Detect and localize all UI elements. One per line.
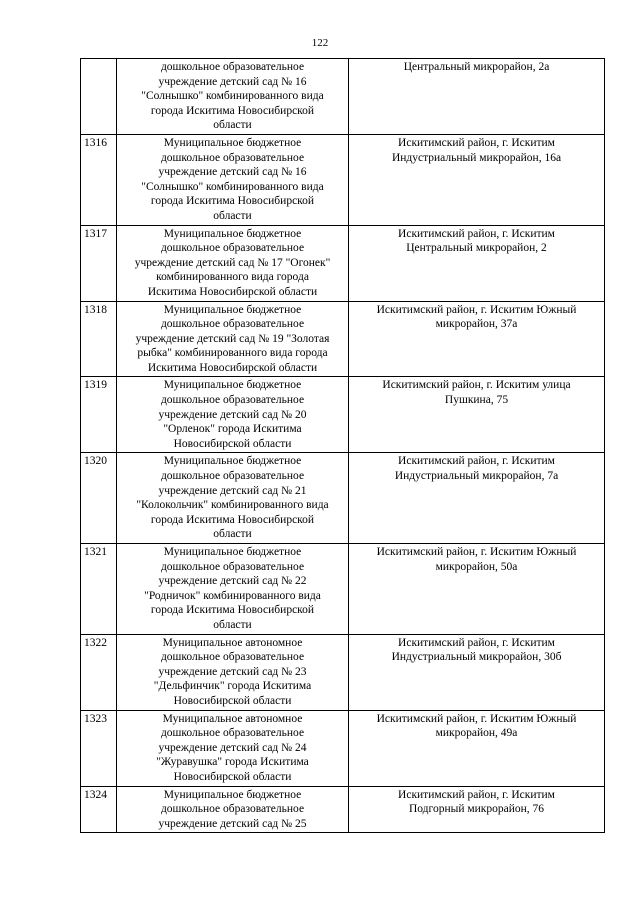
- institution-name-cell: [117, 634, 349, 710]
- institution-name-line: учреждение детский сад № 19 "Золотая: [135, 332, 330, 345]
- institution-name-line: учреждение детский сад № 23: [158, 665, 307, 678]
- registry-table-body: [81, 59, 605, 833]
- table-row: [81, 377, 605, 453]
- institution-name-line: учреждение детский сад № 17 "Огонек": [134, 256, 331, 269]
- address-line: Искитимский район, г. Искитим: [398, 227, 555, 240]
- institution-name-line: "Солнышко" комбинированного вида: [141, 180, 324, 193]
- institution-name-line: дошкольное образовательное: [160, 318, 305, 331]
- institution-name-line: учреждение детский сад № 21: [158, 484, 307, 497]
- address-line: Искитимский район, г. Искитим улица: [382, 379, 571, 392]
- institution-name-line: дошкольное образовательное: [160, 470, 305, 483]
- institution-name-line: рыбка" комбинированного вида города: [137, 347, 328, 360]
- row-number: 1318: [81, 301, 117, 377]
- page-number: 122: [311, 37, 329, 49]
- table-row: [81, 301, 605, 377]
- institution-name-line: Искитима Новосибирской области: [147, 361, 318, 374]
- institution-name-line: "Родничок" комбинированного вида: [144, 589, 321, 602]
- address-line: Искитимский район, г. Искитим: [398, 136, 555, 149]
- institution-name-line: "Дельфинчик" города Искитима: [153, 680, 312, 693]
- address-cell: [349, 225, 605, 301]
- row-number: 1316: [81, 134, 117, 225]
- institution-name-cell: [117, 225, 349, 301]
- institution-name-line: области: [213, 119, 252, 132]
- address-cell: [349, 786, 605, 833]
- registry-table: [80, 58, 605, 833]
- address-cell: [349, 301, 605, 377]
- institution-name-line: области: [213, 209, 252, 222]
- table-row: [81, 634, 605, 710]
- institution-name-line: Муниципальное автономное: [162, 712, 303, 725]
- row-number: 1324: [81, 786, 117, 833]
- institution-name-line: учреждение детский сад № 22: [158, 575, 307, 588]
- institution-name-line: дошкольное образовательное: [160, 803, 305, 816]
- institution-name-line: Новосибирской области: [173, 694, 292, 707]
- institution-name-line: города Искитима Новосибирской: [150, 195, 315, 208]
- institution-name-line: области: [213, 528, 252, 541]
- row-number: 1322: [81, 634, 117, 710]
- institution-name-line: города Искитима Новосибирской: [150, 104, 315, 117]
- institution-name-line: дошкольное образовательное: [160, 151, 305, 164]
- institution-name-line: области: [213, 618, 252, 631]
- address-line: Искитимский район, г. Искитим: [398, 455, 555, 468]
- address-line: Искитимский район, г. Искитим Южный: [376, 303, 577, 316]
- institution-name-line: "Колокольчик" комбинированного вида: [136, 499, 329, 512]
- row-number: 1323: [81, 710, 117, 786]
- address-line: Индустриальный микрорайон, 7а: [394, 470, 559, 483]
- institution-name-line: "Журавушка" города Искитима: [156, 756, 309, 769]
- institution-name-line: Новосибирской области: [173, 770, 292, 783]
- institution-name-cell: [117, 710, 349, 786]
- table-row: [81, 225, 605, 301]
- row-number: 1321: [81, 544, 117, 635]
- institution-name-line: дошкольное образовательное: [160, 727, 305, 740]
- table-row: [81, 786, 605, 833]
- institution-name-line: Новосибирской области: [173, 437, 292, 450]
- institution-name-line: города Искитима Новосибирской: [150, 604, 315, 617]
- address-cell: [349, 134, 605, 225]
- row-number: 1320: [81, 453, 117, 544]
- institution-name-cell: [117, 786, 349, 833]
- institution-name-line: дошкольное образовательное: [160, 651, 305, 664]
- row-number: 1319: [81, 377, 117, 453]
- institution-name-line: дошкольное образовательное: [160, 560, 305, 573]
- address-cell: [349, 59, 605, 135]
- table-row: [81, 134, 605, 225]
- address-cell: [349, 634, 605, 710]
- institution-name-line: Искитима Новосибирской области: [147, 285, 318, 298]
- table-row: [81, 59, 605, 135]
- institution-name-line: Муниципальное бюджетное: [163, 788, 302, 801]
- institution-name-line: Муниципальное бюджетное: [163, 546, 302, 558]
- address-line: Искитимский район, г. Искитим Южный: [376, 546, 577, 558]
- row-number: [81, 59, 117, 135]
- institution-name-line: Муниципальное бюджетное: [163, 303, 302, 316]
- table-row: [81, 453, 605, 544]
- address-cell: [349, 544, 605, 635]
- institution-name-cell: [117, 377, 349, 453]
- table-row: [81, 544, 605, 635]
- institution-name-cell: [117, 59, 349, 135]
- institution-name-cell: [117, 134, 349, 225]
- institution-name-line: Муниципальное бюджетное: [163, 227, 302, 240]
- institution-name-line: учреждение детский сад № 24: [158, 741, 307, 754]
- address-line: микрорайон, 37а: [435, 318, 518, 331]
- institution-name-line: города Искитима Новосибирской: [150, 513, 315, 526]
- address-cell: [349, 453, 605, 544]
- address-cell: [349, 710, 605, 786]
- address-cell: [349, 377, 605, 453]
- institution-name-line: Муниципальное автономное: [162, 636, 303, 649]
- institution-name-line: учреждение детский сад № 25: [158, 817, 307, 830]
- institution-name-line: дошкольное образовательное: [160, 394, 305, 407]
- institution-name-line: Муниципальное бюджетное: [163, 136, 302, 149]
- address-line: Искитимский район, г. Искитим: [398, 636, 555, 649]
- address-line: Центральный микрорайон, 2а: [403, 61, 550, 73]
- institution-name-cell: [117, 544, 349, 635]
- address-line: Индустриальный микрорайон, 30б: [391, 651, 562, 664]
- address-line: Подгорный микрорайон, 76: [408, 803, 545, 816]
- institution-name-line: "Солнышко" комбинированного вида: [141, 90, 324, 103]
- institution-name-cell: [117, 301, 349, 377]
- address-line: Индустриальный микрорайон, 16а: [391, 151, 562, 164]
- institution-name-line: "Орленок" города Искитима: [163, 423, 302, 436]
- address-line: микрорайон, 49а: [435, 727, 518, 740]
- institution-name-line: учреждение детский сад № 16: [158, 75, 307, 88]
- table-row: [81, 710, 605, 786]
- institution-name-line: учреждение детский сад № 20: [158, 408, 307, 421]
- institution-name-cell: [117, 453, 349, 544]
- address-line: Пушкина, 75: [444, 394, 509, 407]
- address-line: микрорайон, 50а: [435, 560, 518, 573]
- institution-name-line: Муниципальное бюджетное: [163, 455, 302, 468]
- institution-name-line: комбинированного вида города: [156, 271, 309, 284]
- institution-name-line: дошкольное образовательное: [160, 61, 305, 73]
- address-line: Искитимский район, г. Искитим Южный: [376, 712, 577, 725]
- address-line: Искитимский район, г. Искитим: [398, 788, 555, 801]
- institution-name-line: Муниципальное бюджетное: [163, 379, 302, 392]
- institution-name-line: дошкольное образовательное: [160, 242, 305, 255]
- row-number: 1317: [81, 225, 117, 301]
- institution-name-line: учреждение детский сад № 16: [158, 166, 307, 179]
- address-line: Центральный микрорайон, 2: [406, 242, 547, 255]
